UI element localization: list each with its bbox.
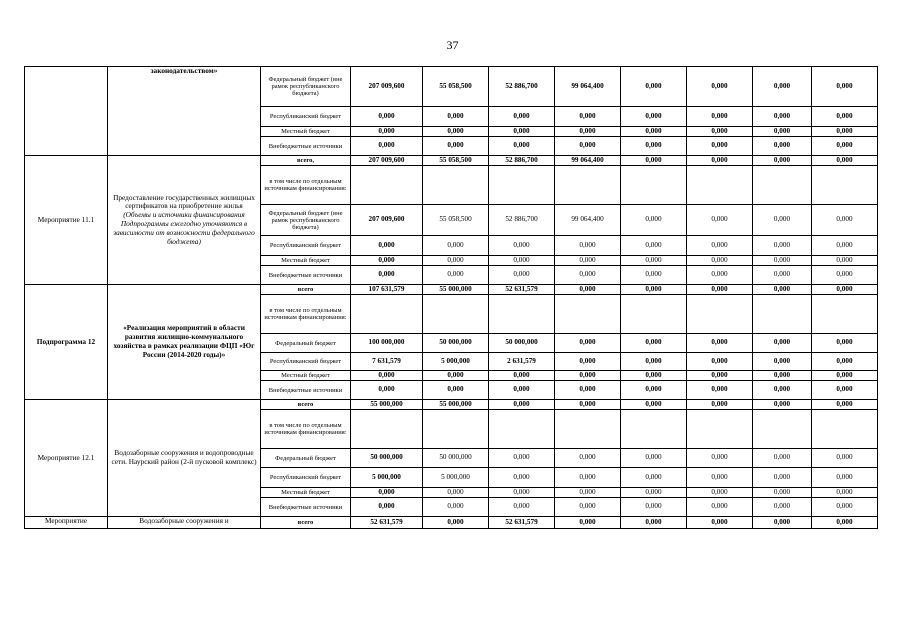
source-label: Местный бюджет <box>261 256 351 266</box>
value-cell: 0,000 <box>621 266 687 285</box>
value-cell: 0,000 <box>555 517 621 529</box>
value-cell: 5 000,000 <box>351 468 423 488</box>
value-cell: 0,000 <box>555 266 621 285</box>
value-cell: 0,000 <box>812 498 878 517</box>
value-cell: 0,000 <box>423 266 489 285</box>
value-cell: 55 058,500 <box>423 205 489 236</box>
total-label: всего <box>261 517 351 529</box>
value-cell: 55 000,000 <box>351 400 423 410</box>
value-cell: 0,000 <box>351 381 423 400</box>
value-cell: 0,000 <box>753 449 812 468</box>
value-cell: 0,000 <box>812 517 878 529</box>
value-cell: 0,000 <box>687 67 753 107</box>
value-cell: 0,000 <box>351 137 423 156</box>
value-cell: 0,000 <box>687 488 753 498</box>
group-label: Мероприятие 12.1 <box>25 400 108 517</box>
value-cell: 0,000 <box>812 449 878 468</box>
value-cell: 0,000 <box>621 137 687 156</box>
value-cell: 0,000 <box>753 127 812 137</box>
value-cell: 7 631,579 <box>351 353 423 371</box>
value-cell: 0,000 <box>423 107 489 127</box>
value-cell: 0,000 <box>555 137 621 156</box>
table-row <box>25 285 878 295</box>
value-cell: 0,000 <box>489 127 555 137</box>
value-cell <box>621 295 687 334</box>
value-cell <box>753 295 812 334</box>
value-cell <box>555 166 621 205</box>
value-cell: 0,000 <box>489 400 555 410</box>
value-cell <box>351 166 423 205</box>
value-cell: 0,000 <box>621 285 687 295</box>
value-cell: 0,000 <box>351 498 423 517</box>
value-cell: 55 058,500 <box>423 156 489 166</box>
value-cell: 207 009,600 <box>351 67 423 107</box>
value-cell: 0,000 <box>351 371 423 381</box>
value-cell: 0,000 <box>687 256 753 266</box>
value-cell: 0,000 <box>687 156 753 166</box>
value-cell: 0,000 <box>489 137 555 156</box>
value-cell: 0,000 <box>687 334 753 353</box>
table-row <box>25 67 878 107</box>
value-cell <box>423 166 489 205</box>
value-cell: 0,000 <box>423 371 489 381</box>
value-cell: 0,000 <box>621 205 687 236</box>
value-cell: 0,000 <box>753 205 812 236</box>
value-cell <box>687 410 753 449</box>
total-label: всего <box>261 400 351 410</box>
value-cell: 0,000 <box>555 107 621 127</box>
financing-table <box>24 66 878 529</box>
value-cell: 0,000 <box>812 236 878 256</box>
value-cell: 0,000 <box>753 266 812 285</box>
value-cell: 0,000 <box>423 498 489 517</box>
value-cell: 0,000 <box>753 517 812 529</box>
value-cell: 0,000 <box>687 498 753 517</box>
group-label: Подпрограмма 12 <box>25 285 108 400</box>
value-cell: 55 058,500 <box>423 67 489 107</box>
value-cell: 0,000 <box>555 371 621 381</box>
value-cell: 207 009,600 <box>351 205 423 236</box>
source-label: Федеральный бюджет (вне рамок республиканского бюджета) <box>261 67 351 107</box>
value-cell: 0,000 <box>753 381 812 400</box>
total-label: всего, <box>261 156 351 166</box>
value-cell: 0,000 <box>753 285 812 295</box>
value-cell <box>555 295 621 334</box>
value-cell: 0,000 <box>687 400 753 410</box>
value-cell <box>812 410 878 449</box>
value-cell: 0,000 <box>687 449 753 468</box>
page-number: 37 <box>446 38 459 52</box>
value-cell: 0,000 <box>555 488 621 498</box>
value-cell: 0,000 <box>812 256 878 266</box>
value-cell: 99 064,400 <box>555 205 621 236</box>
value-cell: 99 064,400 <box>555 67 621 107</box>
source-label: Местный бюджет <box>261 488 351 498</box>
value-cell: 0,000 <box>555 498 621 517</box>
value-cell: 2 631,579 <box>489 353 555 371</box>
value-cell: 0,000 <box>555 381 621 400</box>
value-cell: 52 631,579 <box>489 285 555 295</box>
value-cell: 0,000 <box>621 156 687 166</box>
total-label: всего <box>261 285 351 295</box>
value-cell: 0,000 <box>753 256 812 266</box>
value-cell: 52 886,700 <box>489 156 555 166</box>
group-name-text: Предоставление государственных жилищных сертификатов на приобретение жилья <box>113 192 255 211</box>
value-cell: 0,000 <box>351 127 423 137</box>
value-cell: 0,000 <box>812 156 878 166</box>
value-cell: 0,000 <box>753 371 812 381</box>
value-cell: 0,000 <box>555 353 621 371</box>
value-cell: 0,000 <box>812 371 878 381</box>
value-cell: 0,000 <box>621 400 687 410</box>
value-cell: 0,000 <box>812 353 878 371</box>
value-cell: 0,000 <box>489 236 555 256</box>
value-cell: 0,000 <box>812 488 878 498</box>
value-cell: 0,000 <box>621 498 687 517</box>
value-cell: 52 631,579 <box>351 517 423 529</box>
value-cell: 0,000 <box>753 156 812 166</box>
value-cell: 0,000 <box>489 498 555 517</box>
value-cell: 0,000 <box>812 334 878 353</box>
value-cell <box>423 410 489 449</box>
group-name <box>108 67 261 156</box>
group-note: (Объемы и источники финансирования Подпрограммы ежегодно уточняются в зависимости от возможности федерального бюджета) <box>113 210 255 246</box>
source-label: Внебюджетные источники <box>261 498 351 517</box>
value-cell: 0,000 <box>489 266 555 285</box>
group-label: Мероприятие 11.1 <box>25 156 108 285</box>
value-cell: 0,000 <box>812 381 878 400</box>
source-label: Федеральный бюджет <box>261 449 351 468</box>
value-cell: 0,000 <box>812 400 878 410</box>
value-cell: 0,000 <box>555 285 621 295</box>
value-cell: 0,000 <box>489 371 555 381</box>
value-cell: 0,000 <box>489 256 555 266</box>
source-label: Федеральный бюджет <box>261 334 351 353</box>
value-cell: 0,000 <box>621 371 687 381</box>
value-cell: 0,000 <box>687 468 753 488</box>
value-cell: 0,000 <box>687 266 753 285</box>
value-cell: 0,000 <box>621 256 687 266</box>
value-cell: 55 000,000 <box>423 285 489 295</box>
value-cell: 0,000 <box>812 468 878 488</box>
group-name <box>108 400 261 517</box>
value-cell <box>489 166 555 205</box>
value-cell: 0,000 <box>621 517 687 529</box>
value-cell: 0,000 <box>687 236 753 256</box>
value-cell: 0,000 <box>621 67 687 107</box>
value-cell: 0,000 <box>687 107 753 127</box>
value-cell: 0,000 <box>753 107 812 127</box>
value-cell <box>621 166 687 205</box>
source-label: Местный бюджет <box>261 371 351 381</box>
table-row <box>25 156 878 166</box>
value-cell: 0,000 <box>687 353 753 371</box>
value-cell: 0,000 <box>555 127 621 137</box>
value-cell: 50 000,000 <box>351 449 423 468</box>
value-cell: 0,000 <box>753 488 812 498</box>
value-cell: 0,000 <box>621 488 687 498</box>
value-cell: 0,000 <box>423 517 489 529</box>
source-label: в том числе по отдельным источникам финансирования: <box>261 166 351 205</box>
value-cell: 99 064,400 <box>555 156 621 166</box>
value-cell <box>423 295 489 334</box>
value-cell: 0,000 <box>621 334 687 353</box>
value-cell: 0,000 <box>489 381 555 400</box>
value-cell: 0,000 <box>687 517 753 529</box>
value-cell: 52 886,700 <box>489 205 555 236</box>
value-cell: 0,000 <box>351 236 423 256</box>
value-cell: 0,000 <box>753 400 812 410</box>
value-cell: 0,000 <box>555 468 621 488</box>
value-cell <box>753 410 812 449</box>
value-cell <box>489 410 555 449</box>
value-cell: 0,000 <box>753 468 812 488</box>
value-cell <box>753 166 812 205</box>
value-cell: 52 631,579 <box>489 517 555 529</box>
value-cell: 0,000 <box>621 449 687 468</box>
value-cell: 0,000 <box>423 137 489 156</box>
value-cell: 0,000 <box>489 449 555 468</box>
value-cell: 0,000 <box>753 498 812 517</box>
value-cell: 0,000 <box>423 488 489 498</box>
value-cell: 0,000 <box>812 266 878 285</box>
value-cell: 0,000 <box>555 256 621 266</box>
value-cell: 0,000 <box>621 353 687 371</box>
source-label: Республиканский бюджет <box>261 468 351 488</box>
value-cell: 0,000 <box>351 256 423 266</box>
value-cell: 0,000 <box>351 266 423 285</box>
value-cell: 0,000 <box>812 285 878 295</box>
value-cell: 0,000 <box>812 107 878 127</box>
table-row <box>25 400 878 410</box>
source-label: Внебюджетные источники <box>261 266 351 285</box>
value-cell: 0,000 <box>555 449 621 468</box>
value-cell: 100 000,000 <box>351 334 423 353</box>
value-cell: 0,000 <box>812 127 878 137</box>
value-cell: 0,000 <box>423 127 489 137</box>
value-cell: 5 000,000 <box>423 353 489 371</box>
group-name <box>108 517 261 529</box>
value-cell: 5 000,000 <box>423 468 489 488</box>
value-cell: 0,000 <box>621 381 687 400</box>
value-cell: 0,000 <box>812 67 878 107</box>
group-name-text: законодательством» <box>150 66 218 75</box>
value-cell: 0,000 <box>621 107 687 127</box>
source-label: Внебюджетные источники <box>261 137 351 156</box>
value-cell <box>351 295 423 334</box>
group-name-text: Водозаборные сооружения и водопроводные сети. Наурский район (2-й пусковой комплекс) <box>111 448 257 466</box>
value-cell: 0,000 <box>812 205 878 236</box>
value-cell <box>812 166 878 205</box>
value-cell: 55 000,000 <box>423 400 489 410</box>
value-cell: 207 009,600 <box>351 156 423 166</box>
source-label: Федеральный бюджет (вне рамок республиканского бюджета) <box>261 205 351 236</box>
value-cell: 0,000 <box>687 285 753 295</box>
value-cell: 0,000 <box>351 107 423 127</box>
source-label: в том числе по отдельным источникам финансирования: <box>261 410 351 449</box>
group-name <box>108 285 261 400</box>
value-cell: 0,000 <box>687 205 753 236</box>
value-cell: 0,000 <box>687 127 753 137</box>
value-cell: 0,000 <box>753 353 812 371</box>
value-cell: 50 000,000 <box>423 449 489 468</box>
value-cell: 0,000 <box>812 137 878 156</box>
value-cell <box>351 410 423 449</box>
value-cell: 0,000 <box>423 236 489 256</box>
value-cell <box>555 410 621 449</box>
value-cell <box>687 166 753 205</box>
source-label: Республиканский бюджет <box>261 107 351 127</box>
source-label: Местный бюджет <box>261 127 351 137</box>
value-cell: 0,000 <box>753 137 812 156</box>
value-cell: 0,000 <box>555 400 621 410</box>
value-cell: 0,000 <box>423 256 489 266</box>
source-label: Республиканский бюджет <box>261 236 351 256</box>
value-cell: 0,000 <box>423 381 489 400</box>
value-cell <box>621 410 687 449</box>
value-cell: 52 886,700 <box>489 67 555 107</box>
group-name <box>108 156 261 285</box>
source-label: в том числе по отдельным источникам финансирования: <box>261 295 351 334</box>
value-cell <box>687 295 753 334</box>
value-cell: 0,000 <box>753 334 812 353</box>
value-cell <box>489 295 555 334</box>
value-cell: 0,000 <box>555 334 621 353</box>
value-cell: 107 631,579 <box>351 285 423 295</box>
value-cell: 0,000 <box>753 236 812 256</box>
value-cell: 0,000 <box>621 127 687 137</box>
value-cell: 0,000 <box>753 67 812 107</box>
value-cell: 0,000 <box>351 488 423 498</box>
value-cell: 0,000 <box>489 488 555 498</box>
group-name-text: «Реализация мероприятий в области развития жилищно-коммунального хозяйства в рамках реализации ФЦП «Юг России (2014-2020 годы)» <box>113 323 255 359</box>
value-cell: 0,000 <box>555 236 621 256</box>
value-cell <box>812 295 878 334</box>
value-cell: 0,000 <box>489 107 555 127</box>
group-label: Мероприятие <box>25 517 108 529</box>
value-cell: 50 000,000 <box>489 334 555 353</box>
source-label: Внебюджетные источники <box>261 381 351 400</box>
source-label: Республиканский бюджет <box>261 353 351 371</box>
value-cell: 0,000 <box>687 137 753 156</box>
table-row <box>25 517 878 529</box>
value-cell: 0,000 <box>687 381 753 400</box>
value-cell: 0,000 <box>621 236 687 256</box>
value-cell: 50 000,000 <box>423 334 489 353</box>
value-cell: 0,000 <box>621 468 687 488</box>
group-name-text: Водозаборные сооружения и <box>139 516 229 525</box>
value-cell: 0,000 <box>489 468 555 488</box>
value-cell: 0,000 <box>687 371 753 381</box>
group-label <box>25 67 108 156</box>
